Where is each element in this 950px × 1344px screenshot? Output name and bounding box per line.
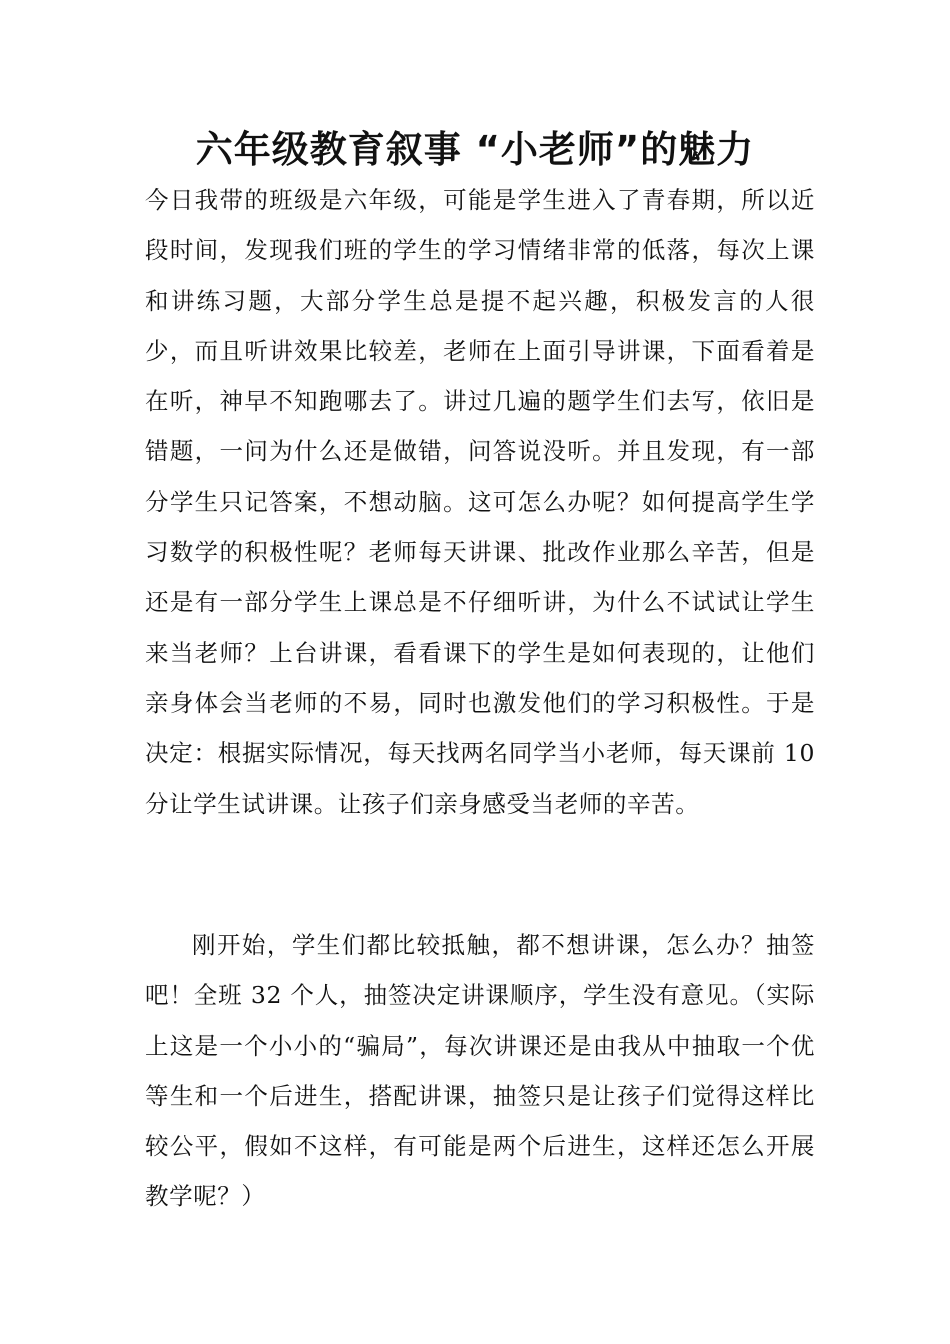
paragraph-1: 今日我带的班级是六年级，可能是学生进入了青春期，所以近段时间，发现我们班的学生的学习情绪非常的低落，每次上课和讲练习题，大部分学生总是提不起兴趣，积极发言的人很少，而且听讲效果比较差，老师在上面引导讲课，下面看着是在听，神早不知跑哪去了。讲过几遍的题学生们去写，依旧是错题，一问为什么还是做错，问答说没听。并且发现，有一部分学生只记答案，不想动脑。这可怎么办呢？如何提高学生学习数学的积极性呢？老师每天讲课、批改作业那么辛苦，但是还是有一部分学生上课总是不仔细听讲，为什么不试试让学生来当老师？上台讲课，看看课下的学生是如何表现的，让他们亲身体会当老师的不易，同时也激发他们的学习积极性。于是决定：根据实际情况，每天找两名同学当小老师，每天课前 10 分让学生试讲课。让孩子们亲身感受当老师的辛苦。 [145,186,815,818]
document-title: 六年级教育叙事 “小老师”的魅力 [195,128,755,171]
paragraph-2: 刚开始，学生们都比较抵触，都不想讲课，怎么办？抽签吧！全班 32 个人，抽签决定讲课顺序，学生没有意见。（实际上这是一个小小的“骗局”，每次讲课还是由我从中抽取一个优等生和一个后进生，搭配讲课，抽签只是让孩子们觉得这样比较公平，假如不这样，有可能是两个后进生，这样还怎么开展教学呢？） [145,931,815,1211]
